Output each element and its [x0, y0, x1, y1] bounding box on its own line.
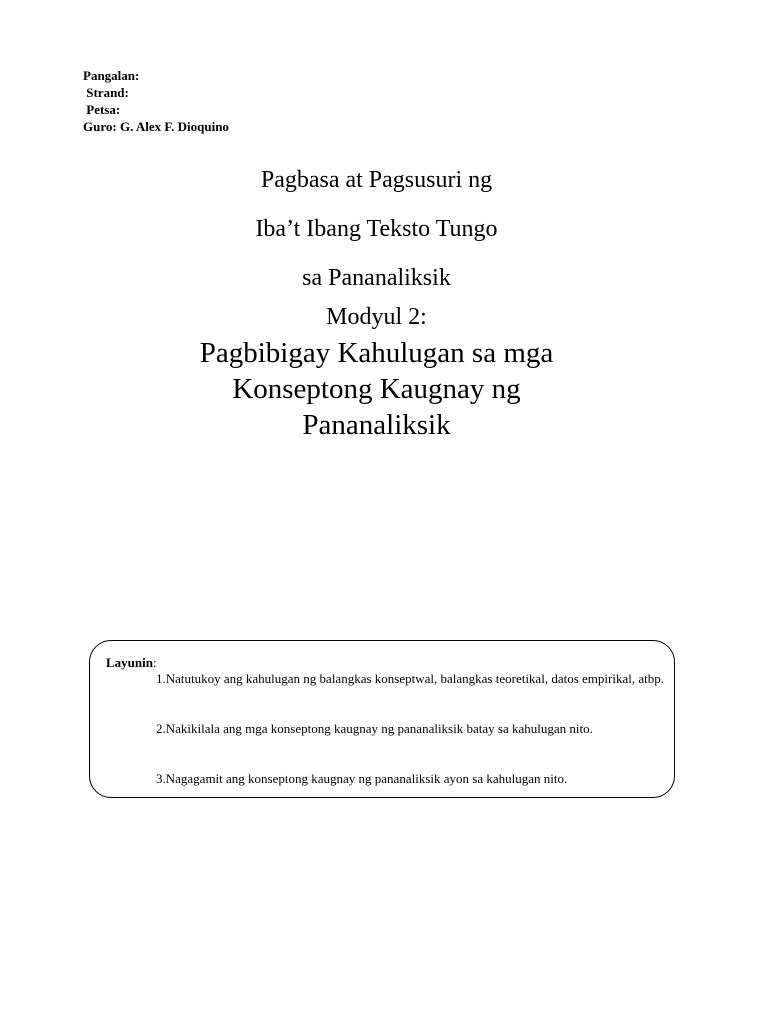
subtitle-line-2: Konseptong Kaugnay ng — [232, 373, 521, 405]
title-line-1: Pagbasa at Pagsusuri ng — [260, 167, 493, 193]
objective-item-2: 2.Nakikilala ang mga konseptong kaugnay ng pananaliksik batay sa kahulugan nito. — [156, 721, 593, 736]
subtitle-line-3: Pananaliksik — [302, 409, 451, 441]
objectives-heading-colon: : — [152, 655, 157, 670]
student-info-header — [83, 67, 229, 135]
name-label: Pangalan: — [83, 68, 140, 83]
strand-label: Strand: — [83, 85, 129, 100]
title-line-2: Iba’t Ibang Teksto Tungo — [255, 216, 498, 242]
subtitle-line-1: Pagbibigay Kahulugan sa mga — [199, 337, 554, 369]
objectives-box — [89, 640, 675, 798]
objective-item-3: 3.Nagagamit ang konseptong kaugnay ng pananaliksik ayon sa kahulugan nito. — [156, 771, 568, 786]
objectives-heading — [106, 655, 157, 671]
module-label: Modyul 2: — [326, 304, 427, 330]
objective-item-1: 1.Natutukoy ang kahulugan ng balangkas konseptwal, balangkas teoretikal, datos empirikal, atbp. — [156, 671, 664, 686]
title-line-3: sa Pananaliksik — [302, 265, 451, 291]
date-label: Petsa: — [83, 102, 121, 117]
objectives-heading-text: Layunin — [106, 655, 153, 670]
teacher-line: Guro: G. Alex F. Dioquino — [83, 119, 229, 134]
